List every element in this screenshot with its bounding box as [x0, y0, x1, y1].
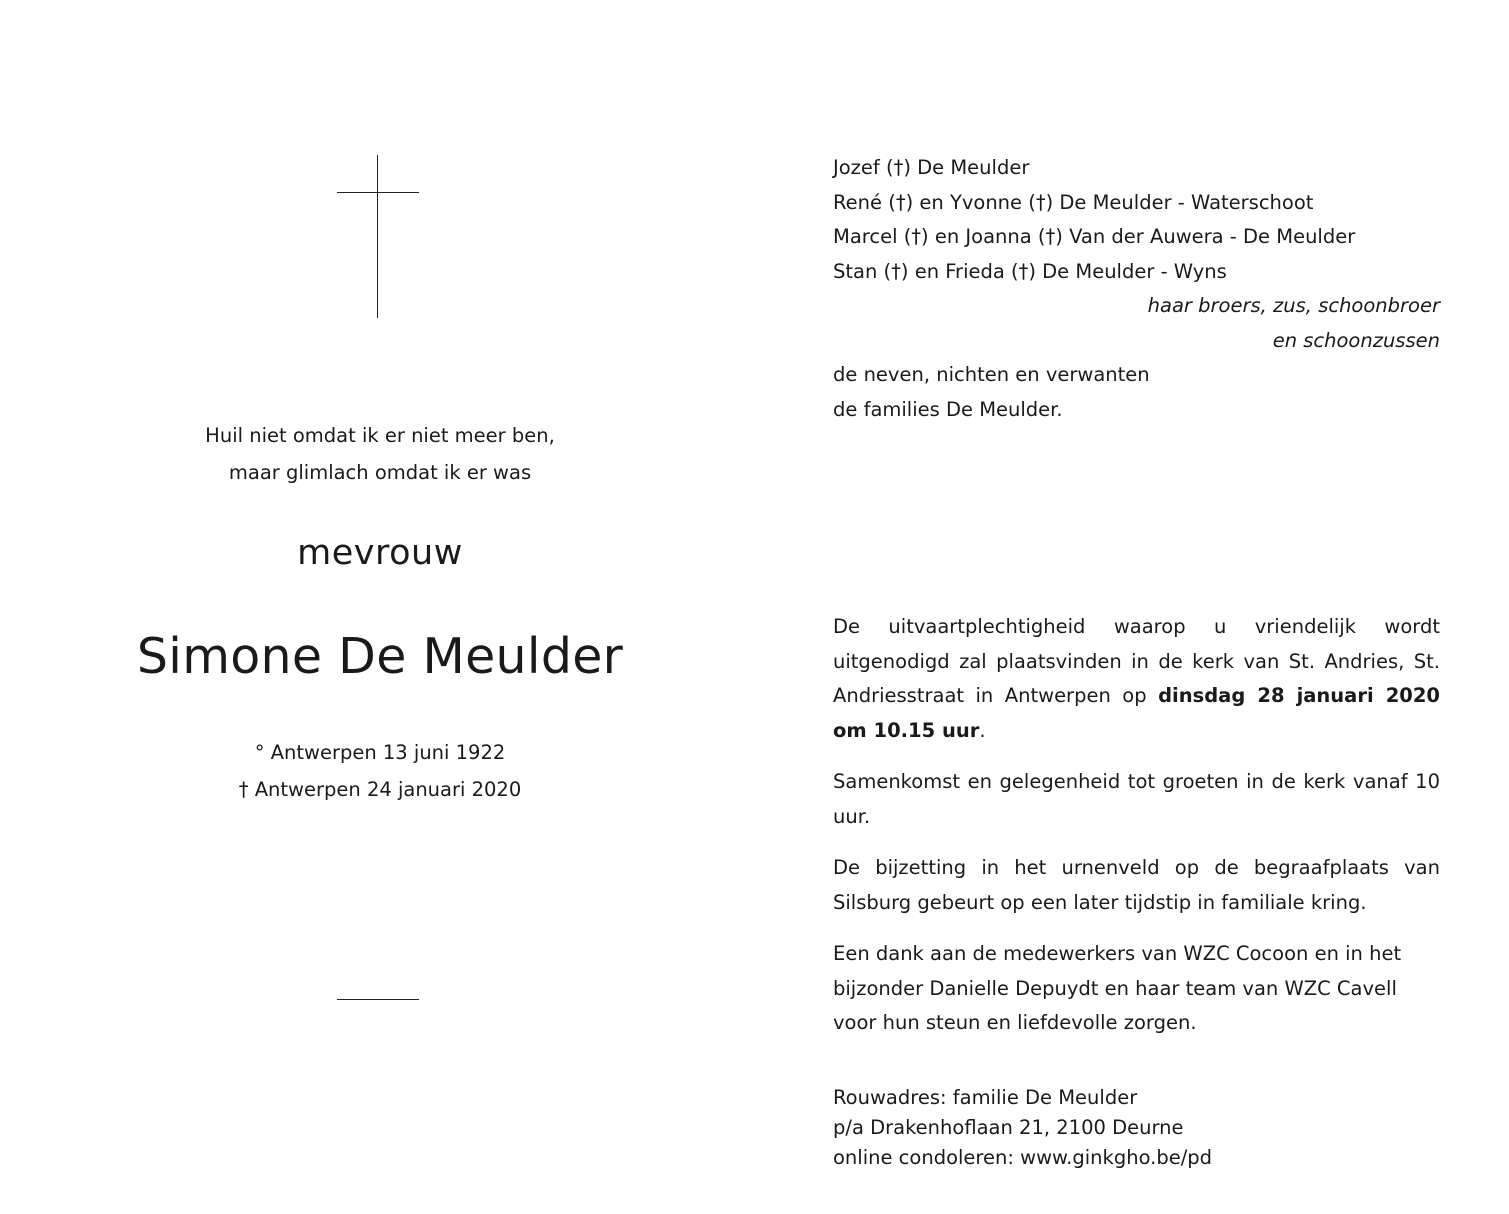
death-date: † Antwerpen 24 januari 2020 [238, 778, 522, 801]
condolence-link[interactable]: online condoleren: www.ginkgho.be/pd [833, 1146, 1213, 1169]
ceremony-info [833, 610, 1440, 1058]
family-relation-line: en schoonzussen [1272, 328, 1440, 352]
address-line-2: p/a Drakenhoflaan 21, 2100 Deurne [833, 1116, 1184, 1139]
ceremony-text: De uitvaartplechtigheid waarop u vriendelijk wordt uitgenodigd zal plaatsvinden in de kerk van St. Andries, St. Andriesstraat in Antwerpen op [833, 615, 1440, 707]
quote-line-2: maar glimlach omdat ik er was [228, 461, 532, 484]
quote [130, 417, 630, 491]
ceremony-paragraph [833, 610, 1440, 748]
family-line: Jozef (†) De Meulder [833, 156, 1030, 179]
burial-paragraph: De bijzetting in het urnenveld op de begraafplaats van Silsburg gebeurt op een later tijdstip in familiale kring. [833, 856, 1440, 914]
ceremony-end: . [979, 718, 986, 742]
family-line: Marcel (†) en Joanna (†) Van der Auwera - De Meulder [833, 225, 1356, 248]
cross-icon-vertical [377, 155, 378, 318]
quote-line-1: Huil niet omdat ik er niet meer ben, [205, 424, 555, 447]
thanks-paragraph: Een dank aan de medewerkers van WZC Cocoon en in het bijzonder Danielle Depuydt en haar team van WZC Cavell voor hun steun en liefdevolle zorgen. [833, 942, 1402, 1034]
family-others-line: de families De Meulder. [833, 397, 1063, 421]
ceremony-date-time: dinsdag 28 januari 2020 om 10.15 uur [833, 684, 1440, 742]
birth-date: ° Antwerpen 13 juni 1922 [254, 741, 506, 764]
cross-icon-horizontal [337, 192, 419, 193]
family-line: Stan (†) en Frieda (†) De Meulder - Wyns [833, 259, 1227, 283]
life-dates [130, 734, 630, 808]
mourning-address [833, 1083, 1440, 1173]
family-list [833, 151, 1440, 427]
family-others-line: de neven, nichten en verwanten [833, 363, 1150, 386]
deceased-name: Simone De Meulder [136, 628, 624, 685]
family-line: René (†) en Yvonne (†) De Meulder - Waterschoot [833, 190, 1314, 214]
title-prefix: mevrouw [297, 533, 463, 573]
family-relation-line: haar broers, zus, schoonbroer [1147, 294, 1440, 317]
gathering-paragraph: Samenkomst en gelegenheid tot groeten in de kerk vanaf 10 uur. [833, 770, 1440, 828]
address-line-1: Rouwadres: familie De Meulder [833, 1086, 1138, 1109]
divider-line [337, 999, 419, 1000]
